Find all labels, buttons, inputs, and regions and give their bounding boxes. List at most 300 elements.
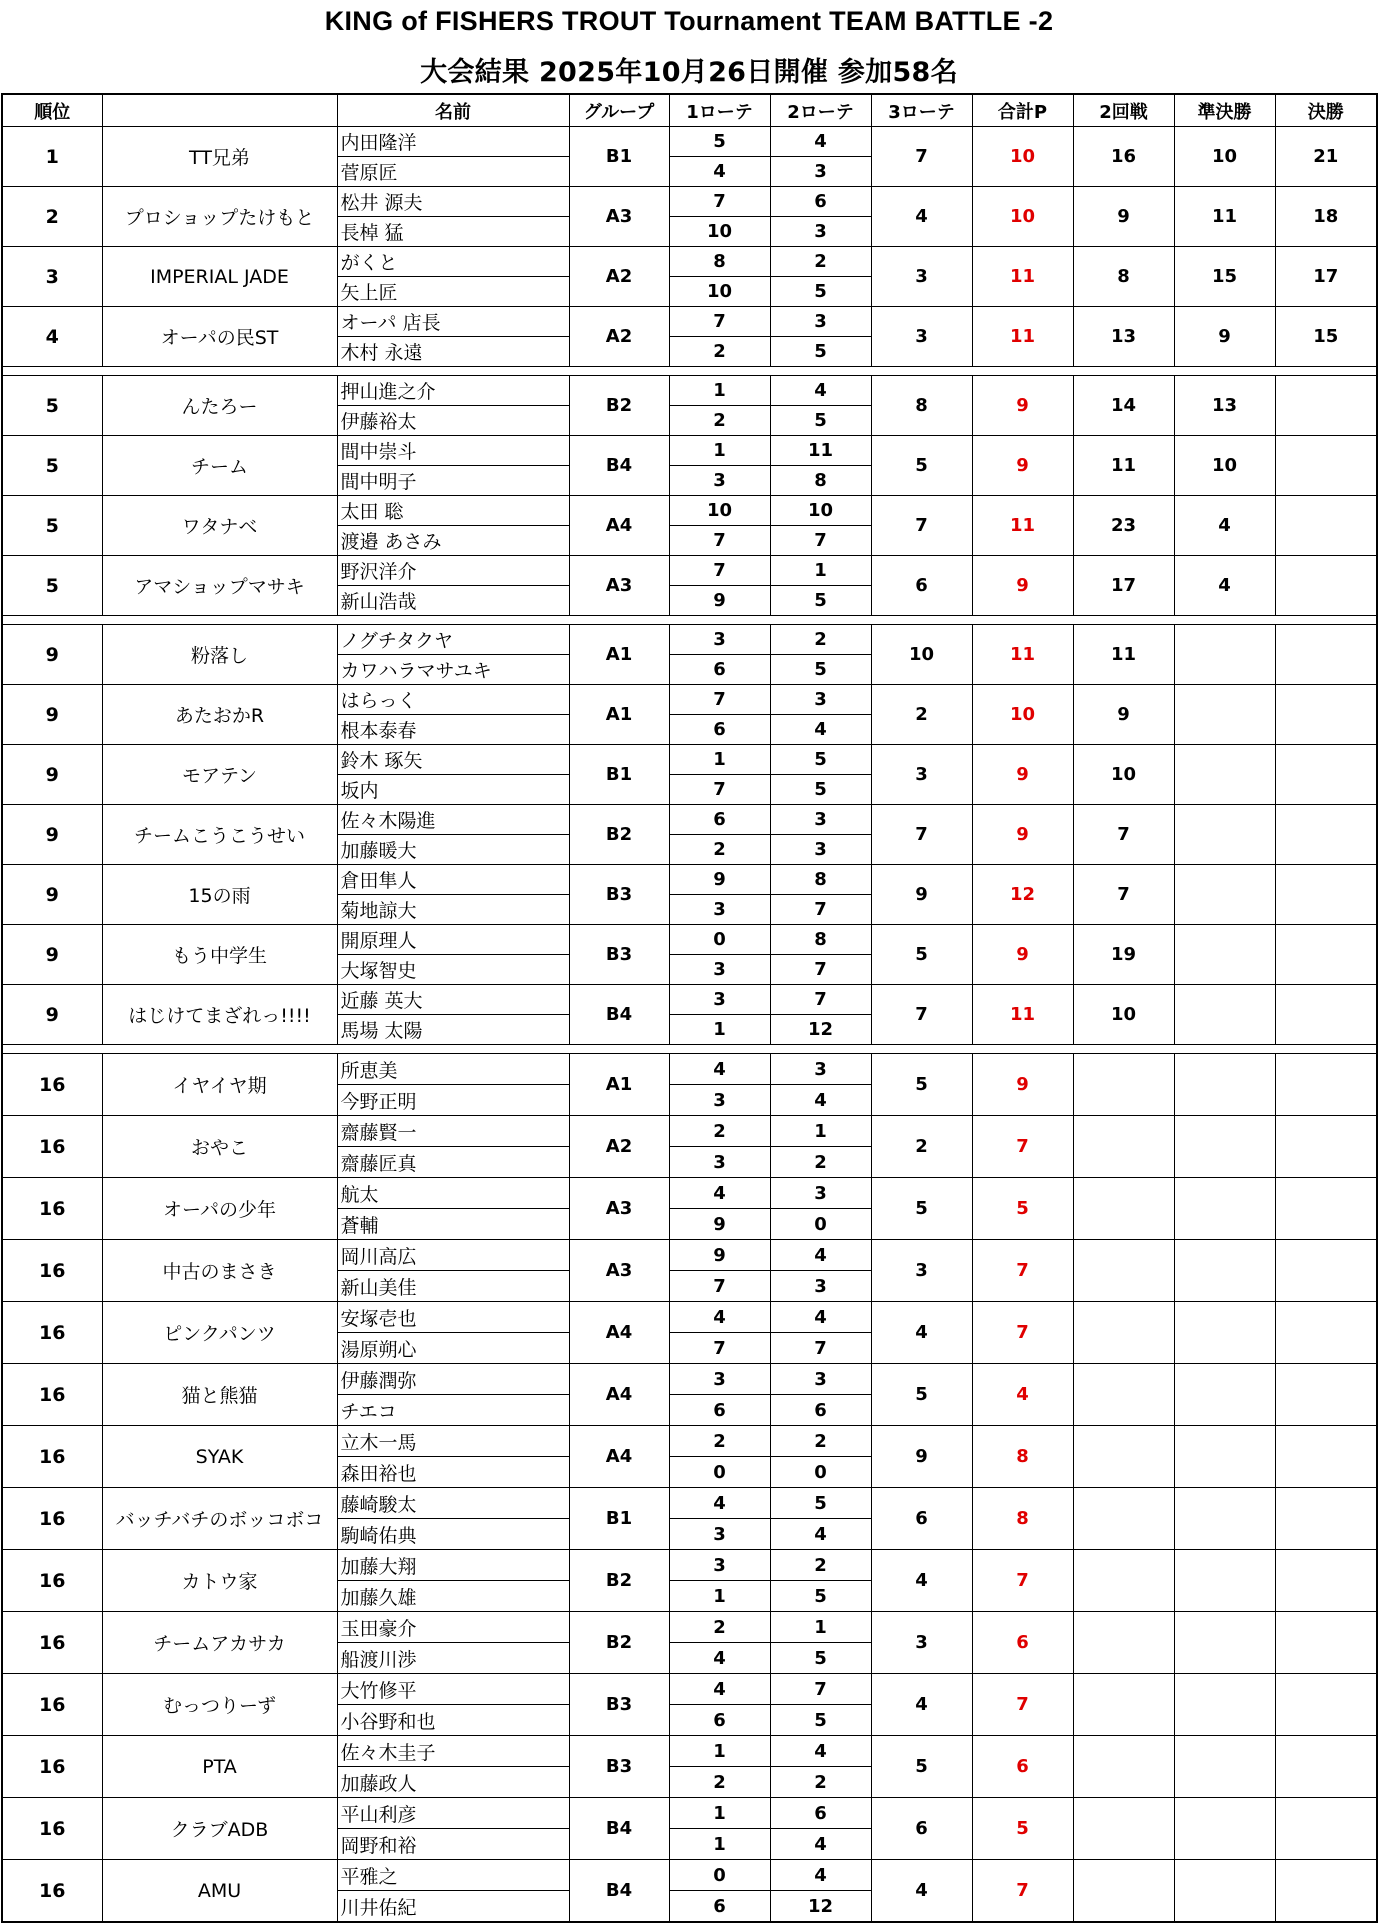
round-2-score-cell xyxy=(1073,1364,1174,1426)
table-row xyxy=(2,1798,1377,1829)
member-name-cell: 菅原匠 xyxy=(337,157,569,187)
total-points-cell: 7 xyxy=(972,1860,1073,1923)
round-2-score-cell xyxy=(1073,1240,1174,1302)
total-points-cell: 7 xyxy=(972,1550,1073,1612)
final-score-cell: 21 xyxy=(1275,127,1377,187)
rotation-2-score-cell: 8 xyxy=(770,925,871,955)
member-name-cell: 新山美佳 xyxy=(337,1271,569,1302)
group-cell: A4 xyxy=(569,1426,669,1488)
team-name-cell: オーパの民ST xyxy=(102,307,337,367)
member-name-cell: 立木一馬 xyxy=(337,1426,569,1457)
rotation-2-score-cell: 0 xyxy=(770,1457,871,1488)
team-name-cell: んたろー xyxy=(102,376,337,436)
table-row xyxy=(2,1736,1377,1767)
col-header-round-2: 2回戦 xyxy=(1073,94,1174,127)
team-name-cell: むっつりーず xyxy=(102,1674,337,1736)
rotation-2-score-cell: 4 xyxy=(770,1736,871,1767)
member-name-cell: 間中明子 xyxy=(337,466,569,496)
final-score-cell xyxy=(1275,556,1377,616)
member-name-cell: 森田裕也 xyxy=(337,1457,569,1488)
rotation-2-score-cell: 5 xyxy=(770,775,871,805)
rotation-1-score-cell: 2 xyxy=(669,835,770,865)
rotation-1-score-cell: 4 xyxy=(669,1488,770,1519)
member-name-cell: 松井 源夫 xyxy=(337,187,569,217)
col-header-rotation-1: 1ローテ xyxy=(669,94,770,127)
member-name-cell: 駒崎佑典 xyxy=(337,1519,569,1550)
final-score-cell xyxy=(1275,745,1377,805)
rotation-3-score-cell: 2 xyxy=(871,685,972,745)
rotation-2-score-cell: 3 xyxy=(770,1364,871,1395)
rotation-3-score-cell: 4 xyxy=(871,1302,972,1364)
member-name-cell: 佐々木圭子 xyxy=(337,1736,569,1767)
rotation-1-score-cell: 4 xyxy=(669,1178,770,1209)
rotation-1-score-cell: 3 xyxy=(669,955,770,985)
table-row xyxy=(2,925,1377,955)
rotation-1-score-cell: 6 xyxy=(669,805,770,835)
rank-cell: 9 xyxy=(2,625,102,685)
rotation-1-score-cell: 9 xyxy=(669,1240,770,1271)
table-row xyxy=(2,865,1377,895)
member-name-cell: 所恵美 xyxy=(337,1054,569,1085)
col-header-final: 決勝 xyxy=(1275,94,1377,127)
col-header-semifinal: 準決勝 xyxy=(1174,94,1275,127)
rotation-2-score-cell: 4 xyxy=(770,1519,871,1550)
member-name-cell: 内田隆洋 xyxy=(337,127,569,157)
group-cell: A4 xyxy=(569,496,669,556)
rotation-1-score-cell: 4 xyxy=(669,1674,770,1705)
rank-cell: 9 xyxy=(2,685,102,745)
rotation-1-score-cell: 6 xyxy=(669,1705,770,1736)
total-points-cell: 11 xyxy=(972,307,1073,367)
member-name-cell: 安塚壱也 xyxy=(337,1302,569,1333)
rank-cell: 5 xyxy=(2,376,102,436)
round-2-score-cell xyxy=(1073,1674,1174,1736)
rank-cell: 16 xyxy=(2,1612,102,1674)
final-score-cell: 17 xyxy=(1275,247,1377,307)
rotation-1-score-cell: 3 xyxy=(669,1550,770,1581)
member-name-cell: 船渡川渉 xyxy=(337,1643,569,1674)
semifinal-score-cell xyxy=(1174,685,1275,745)
group-cell: B1 xyxy=(569,1488,669,1550)
rotation-2-score-cell: 10 xyxy=(770,496,871,526)
member-name-cell: 鈴木 琢矢 xyxy=(337,745,569,775)
rank-cell: 16 xyxy=(2,1550,102,1612)
rank-cell: 16 xyxy=(2,1860,102,1923)
total-points-cell: 7 xyxy=(972,1674,1073,1736)
group-separator xyxy=(2,616,1377,625)
rotation-2-score-cell: 3 xyxy=(770,1054,871,1085)
rotation-1-score-cell: 1 xyxy=(669,1829,770,1860)
rotation-1-score-cell: 6 xyxy=(669,655,770,685)
rotation-1-score-cell: 7 xyxy=(669,187,770,217)
page-title: KING of FISHERS TROUT Tournament TEAM BATTLE -2 xyxy=(324,6,1054,36)
rotation-1-score-cell: 7 xyxy=(669,526,770,556)
rank-cell: 16 xyxy=(2,1736,102,1798)
semifinal-score-cell xyxy=(1174,985,1275,1045)
member-name-cell: 根本泰春 xyxy=(337,715,569,745)
rotation-2-score-cell: 4 xyxy=(770,1829,871,1860)
group-cell: A1 xyxy=(569,1054,669,1116)
rotation-3-score-cell: 2 xyxy=(871,1116,972,1178)
rank-cell: 16 xyxy=(2,1798,102,1860)
final-score-cell xyxy=(1275,1798,1377,1860)
rotation-1-score-cell: 7 xyxy=(669,1271,770,1302)
rotation-2-score-cell: 1 xyxy=(770,1116,871,1147)
rank-cell: 9 xyxy=(2,745,102,805)
rank-cell: 9 xyxy=(2,985,102,1045)
rotation-1-score-cell: 0 xyxy=(669,1860,770,1891)
rotation-1-score-cell: 3 xyxy=(669,895,770,925)
rank-cell: 1 xyxy=(2,127,102,187)
rotation-1-score-cell: 7 xyxy=(669,556,770,586)
rotation-1-score-cell: 1 xyxy=(669,376,770,406)
rank-cell: 5 xyxy=(2,436,102,496)
semifinal-score-cell xyxy=(1174,1674,1275,1736)
total-points-cell: 9 xyxy=(972,436,1073,496)
team-name-cell: もう中学生 xyxy=(102,925,337,985)
rotation-2-score-cell: 8 xyxy=(770,466,871,496)
total-points-cell: 8 xyxy=(972,1488,1073,1550)
rotation-3-score-cell: 3 xyxy=(871,1612,972,1674)
table-row xyxy=(2,1612,1377,1643)
rotation-3-score-cell: 3 xyxy=(871,247,972,307)
rank-cell: 16 xyxy=(2,1426,102,1488)
member-name-cell: 平山利彦 xyxy=(337,1798,569,1829)
rotation-1-score-cell: 9 xyxy=(669,1209,770,1240)
table-row xyxy=(2,187,1377,217)
member-name-cell: 倉田隼人 xyxy=(337,865,569,895)
rank-cell: 9 xyxy=(2,805,102,865)
group-cell: B4 xyxy=(569,436,669,496)
rotation-2-score-cell: 2 xyxy=(770,1426,871,1457)
rotation-3-score-cell: 5 xyxy=(871,1364,972,1426)
final-score-cell xyxy=(1275,436,1377,496)
total-points-cell: 6 xyxy=(972,1736,1073,1798)
final-score-cell xyxy=(1275,1550,1377,1612)
rotation-3-score-cell: 5 xyxy=(871,1736,972,1798)
semifinal-score-cell xyxy=(1174,1798,1275,1860)
final-score-cell xyxy=(1275,805,1377,865)
page-subtitle: 大会結果 2025年10月26日開催 参加58名 xyxy=(420,57,958,88)
member-name-cell: 湯原朔心 xyxy=(337,1333,569,1364)
round-2-score-cell: 19 xyxy=(1073,925,1174,985)
member-name-cell: 伊藤潤弥 xyxy=(337,1364,569,1395)
rotation-1-score-cell: 2 xyxy=(669,406,770,436)
rank-cell: 16 xyxy=(2,1674,102,1736)
rotation-1-score-cell: 7 xyxy=(669,1333,770,1364)
rotation-2-score-cell: 7 xyxy=(770,985,871,1015)
rotation-2-score-cell: 4 xyxy=(770,715,871,745)
rank-cell: 5 xyxy=(2,556,102,616)
total-points-cell: 12 xyxy=(972,865,1073,925)
rotation-1-score-cell: 3 xyxy=(669,1364,770,1395)
rotation-2-score-cell: 2 xyxy=(770,1147,871,1178)
member-name-cell: 藤崎駿太 xyxy=(337,1488,569,1519)
final-score-cell xyxy=(1275,925,1377,985)
table-row xyxy=(2,625,1377,655)
team-name-cell: あたおかR xyxy=(102,685,337,745)
team-name-cell: チームアカサカ xyxy=(102,1612,337,1674)
table-row xyxy=(2,307,1377,337)
team-name-cell: おやこ xyxy=(102,1116,337,1178)
rotation-2-score-cell: 8 xyxy=(770,865,871,895)
rotation-1-score-cell: 6 xyxy=(669,715,770,745)
member-name-cell: オーパ 店長 xyxy=(337,307,569,337)
rotation-2-score-cell: 7 xyxy=(770,955,871,985)
rank-cell: 9 xyxy=(2,925,102,985)
final-score-cell xyxy=(1275,1612,1377,1674)
final-score-cell xyxy=(1275,1674,1377,1736)
rank-cell: 16 xyxy=(2,1240,102,1302)
total-points-cell: 9 xyxy=(972,1054,1073,1116)
team-name-cell: IMPERIAL JADE xyxy=(102,247,337,307)
semifinal-score-cell xyxy=(1174,865,1275,925)
col-header-rank: 順位 xyxy=(2,94,102,127)
member-name-cell: 大塚智史 xyxy=(337,955,569,985)
team-name-cell: オーパの少年 xyxy=(102,1178,337,1240)
member-name-cell: 間中崇斗 xyxy=(337,436,569,466)
member-name-cell: 加藤久雄 xyxy=(337,1581,569,1612)
member-name-cell: 坂内 xyxy=(337,775,569,805)
rotation-2-score-cell: 2 xyxy=(770,1767,871,1798)
total-points-cell: 10 xyxy=(972,187,1073,247)
rotation-3-score-cell: 5 xyxy=(871,1178,972,1240)
final-score-cell xyxy=(1275,685,1377,745)
table-row xyxy=(2,127,1377,157)
team-name-cell: プロショップたけもと xyxy=(102,187,337,247)
group-cell: B2 xyxy=(569,1550,669,1612)
group-cell: A3 xyxy=(569,187,669,247)
rotation-3-score-cell: 7 xyxy=(871,805,972,865)
round-2-score-cell xyxy=(1073,1302,1174,1364)
col-header-total-points: 合計P xyxy=(972,94,1073,127)
rotation-1-score-cell: 10 xyxy=(669,277,770,307)
team-name-cell: チームこうこうせい xyxy=(102,805,337,865)
round-2-score-cell xyxy=(1073,1798,1174,1860)
rank-cell: 4 xyxy=(2,307,102,367)
final-score-cell xyxy=(1275,1364,1377,1426)
rotation-2-score-cell: 6 xyxy=(770,187,871,217)
rotation-2-score-cell: 11 xyxy=(770,436,871,466)
group-cell: A3 xyxy=(569,1178,669,1240)
rotation-3-score-cell: 4 xyxy=(871,1860,972,1923)
group-cell: B3 xyxy=(569,1674,669,1736)
semifinal-score-cell xyxy=(1174,1302,1275,1364)
rotation-2-score-cell: 3 xyxy=(770,685,871,715)
final-score-cell xyxy=(1275,1488,1377,1550)
round-2-score-cell xyxy=(1073,1178,1174,1240)
rotation-1-score-cell: 8 xyxy=(669,247,770,277)
semifinal-score-cell xyxy=(1174,1860,1275,1923)
col-header-team xyxy=(102,94,337,127)
final-score-cell xyxy=(1275,1240,1377,1302)
member-name-cell: はらっく xyxy=(337,685,569,715)
rotation-3-score-cell: 7 xyxy=(871,496,972,556)
round-2-score-cell xyxy=(1073,1488,1174,1550)
rotation-1-score-cell: 0 xyxy=(669,925,770,955)
round-2-score-cell: 17 xyxy=(1073,556,1174,616)
member-name-cell: 菊地諒大 xyxy=(337,895,569,925)
rotation-3-score-cell: 3 xyxy=(871,307,972,367)
total-points-cell: 5 xyxy=(972,1798,1073,1860)
round-2-score-cell: 23 xyxy=(1073,496,1174,556)
rotation-2-score-cell: 1 xyxy=(770,556,871,586)
team-name-cell: カトウ家 xyxy=(102,1550,337,1612)
total-points-cell: 7 xyxy=(972,1302,1073,1364)
rotation-2-score-cell: 6 xyxy=(770,1798,871,1829)
final-score-cell xyxy=(1275,1178,1377,1240)
final-score-cell xyxy=(1275,1116,1377,1178)
separator-cell xyxy=(2,367,1377,376)
table-row xyxy=(2,1054,1377,1085)
rotation-2-score-cell: 5 xyxy=(770,655,871,685)
team-name-cell: ピンクパンツ xyxy=(102,1302,337,1364)
round-2-score-cell: 13 xyxy=(1073,307,1174,367)
round-2-score-cell: 14 xyxy=(1073,376,1174,436)
rotation-1-score-cell: 6 xyxy=(669,1395,770,1426)
member-name-cell: 矢上匠 xyxy=(337,277,569,307)
semifinal-score-cell xyxy=(1174,925,1275,985)
col-header-rotation-3: 3ローテ xyxy=(871,94,972,127)
rotation-1-score-cell: 1 xyxy=(669,1581,770,1612)
rotation-2-score-cell: 0 xyxy=(770,1209,871,1240)
semifinal-score-cell xyxy=(1174,1054,1275,1116)
member-name-cell: 齋藤賢一 xyxy=(337,1116,569,1147)
group-cell: B4 xyxy=(569,1860,669,1923)
semifinal-score-cell xyxy=(1174,1178,1275,1240)
rotation-1-score-cell: 3 xyxy=(669,985,770,1015)
group-cell: A4 xyxy=(569,1364,669,1426)
rotation-2-score-cell: 12 xyxy=(770,1891,871,1923)
rotation-1-score-cell: 2 xyxy=(669,1426,770,1457)
rotation-2-score-cell: 5 xyxy=(770,1705,871,1736)
total-points-cell: 9 xyxy=(972,556,1073,616)
total-points-cell: 8 xyxy=(972,1426,1073,1488)
total-points-cell: 9 xyxy=(972,376,1073,436)
table-row xyxy=(2,1488,1377,1519)
member-name-cell: チエコ xyxy=(337,1395,569,1426)
round-2-score-cell xyxy=(1073,1426,1174,1488)
table-row xyxy=(2,1116,1377,1147)
table-row xyxy=(2,1674,1377,1705)
rotation-2-score-cell: 4 xyxy=(770,1860,871,1891)
semifinal-score-cell xyxy=(1174,1426,1275,1488)
rotation-1-score-cell: 2 xyxy=(669,337,770,367)
total-points-cell: 9 xyxy=(972,925,1073,985)
member-name-cell: カワハラマサユキ xyxy=(337,655,569,685)
rotation-1-score-cell: 10 xyxy=(669,217,770,247)
member-name-cell: 渡邉 あさみ xyxy=(337,526,569,556)
rotation-1-score-cell: 3 xyxy=(669,1519,770,1550)
total-points-cell: 6 xyxy=(972,1612,1073,1674)
rotation-3-score-cell: 4 xyxy=(871,1550,972,1612)
rotation-1-score-cell: 4 xyxy=(669,1302,770,1333)
rank-cell: 16 xyxy=(2,1302,102,1364)
rotation-1-score-cell: 4 xyxy=(669,157,770,187)
group-cell: B3 xyxy=(569,865,669,925)
round-2-score-cell: 11 xyxy=(1073,625,1174,685)
group-cell: B3 xyxy=(569,1736,669,1798)
rotation-1-score-cell: 1 xyxy=(669,1015,770,1045)
rotation-3-score-cell: 4 xyxy=(871,187,972,247)
round-2-score-cell: 16 xyxy=(1073,127,1174,187)
team-name-cell: イヤイヤ期 xyxy=(102,1054,337,1116)
semifinal-score-cell xyxy=(1174,1736,1275,1798)
rotation-1-score-cell: 9 xyxy=(669,586,770,616)
group-cell: A3 xyxy=(569,1240,669,1302)
member-name-cell: 川井佑紀 xyxy=(337,1891,569,1923)
semifinal-score-cell: 4 xyxy=(1174,496,1275,556)
rotation-1-score-cell: 4 xyxy=(669,1643,770,1674)
rotation-1-score-cell: 3 xyxy=(669,1085,770,1116)
rotation-2-score-cell: 2 xyxy=(770,1550,871,1581)
rank-cell: 3 xyxy=(2,247,102,307)
final-score-cell xyxy=(1275,1426,1377,1488)
rotation-1-score-cell: 1 xyxy=(669,436,770,466)
rotation-1-score-cell: 2 xyxy=(669,1767,770,1798)
rotation-2-score-cell: 3 xyxy=(770,157,871,187)
rotation-2-score-cell: 4 xyxy=(770,127,871,157)
table-row xyxy=(2,685,1377,715)
semifinal-score-cell: 10 xyxy=(1174,127,1275,187)
table-row xyxy=(2,376,1377,406)
table-row xyxy=(2,556,1377,586)
rotation-1-score-cell: 2 xyxy=(669,1612,770,1643)
header-row xyxy=(2,94,1377,127)
col-header-name: 名前 xyxy=(337,94,569,127)
rotation-1-score-cell: 3 xyxy=(669,625,770,655)
member-name-cell: 齋藤匠真 xyxy=(337,1147,569,1178)
member-name-cell: ノグチタクヤ xyxy=(337,625,569,655)
table-row xyxy=(2,745,1377,775)
rotation-2-score-cell: 7 xyxy=(770,1674,871,1705)
total-points-cell: 10 xyxy=(972,127,1073,187)
semifinal-score-cell: 13 xyxy=(1174,376,1275,436)
group-cell: B4 xyxy=(569,1798,669,1860)
team-name-cell: バッチバチのボッコボコ xyxy=(102,1488,337,1550)
round-2-score-cell xyxy=(1073,1860,1174,1923)
final-score-cell xyxy=(1275,1302,1377,1364)
rotation-2-score-cell: 5 xyxy=(770,1488,871,1519)
table-row xyxy=(2,1550,1377,1581)
member-name-cell: 岡川高広 xyxy=(337,1240,569,1271)
group-cell: B2 xyxy=(569,1612,669,1674)
rotation-1-score-cell: 7 xyxy=(669,685,770,715)
rotation-1-score-cell: 1 xyxy=(669,1798,770,1829)
team-name-cell: チーム xyxy=(102,436,337,496)
separator-cell xyxy=(2,616,1377,625)
member-name-cell: 太田 聡 xyxy=(337,496,569,526)
team-name-cell: 粉落し xyxy=(102,625,337,685)
team-name-cell: PTA xyxy=(102,1736,337,1798)
total-points-cell: 9 xyxy=(972,745,1073,805)
group-cell: B4 xyxy=(569,985,669,1045)
table-row xyxy=(2,985,1377,1015)
group-cell: B1 xyxy=(569,127,669,187)
rotation-3-score-cell: 6 xyxy=(871,1488,972,1550)
rotation-2-score-cell: 1 xyxy=(770,1612,871,1643)
rotation-2-score-cell: 7 xyxy=(770,526,871,556)
rotation-2-score-cell: 3 xyxy=(770,805,871,835)
semifinal-score-cell xyxy=(1174,625,1275,685)
rotation-3-score-cell: 6 xyxy=(871,556,972,616)
rotation-2-score-cell: 4 xyxy=(770,1240,871,1271)
member-name-cell: 伊藤裕太 xyxy=(337,406,569,436)
rotation-1-score-cell: 3 xyxy=(669,1147,770,1178)
group-cell: A2 xyxy=(569,307,669,367)
rotation-2-score-cell: 5 xyxy=(770,745,871,775)
total-points-cell: 7 xyxy=(972,1116,1073,1178)
